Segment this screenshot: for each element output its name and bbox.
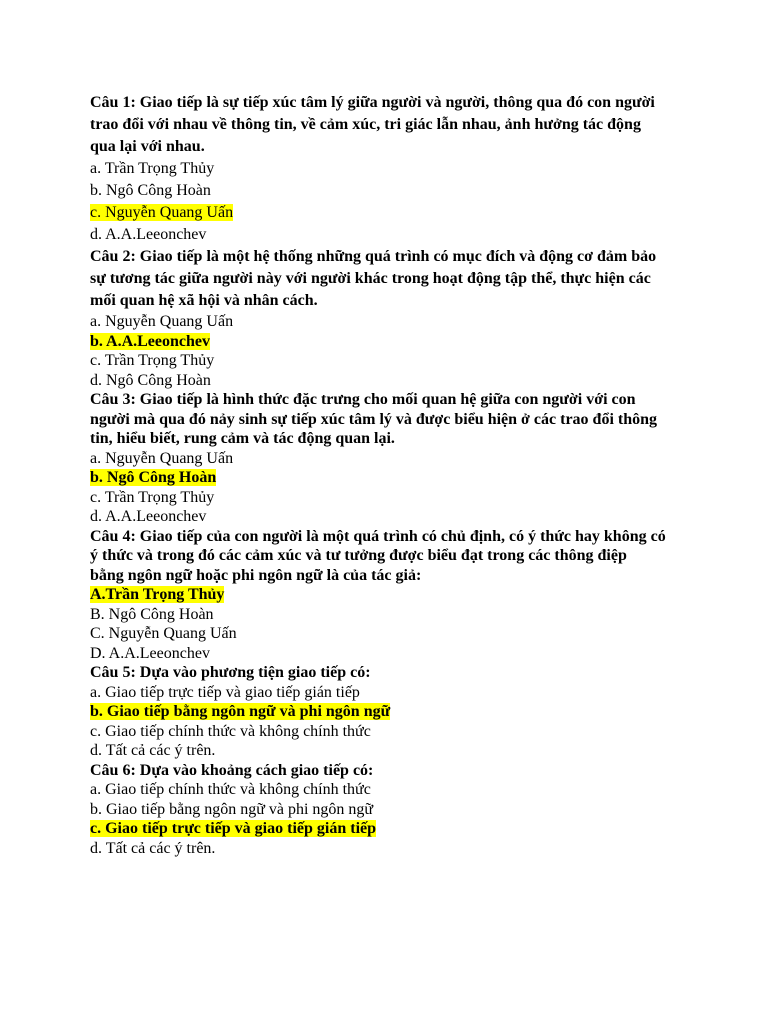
question-block: [90, 663, 690, 761]
question-text-line: Câu 4: Giao tiếp của con người là một quá trình có chủ định, có ý thức hay không có: [90, 527, 666, 545]
answer-option-highlighted: [90, 819, 690, 839]
option-text: D. A.A.Leeonchev: [90, 644, 210, 662]
option-text: a. Nguyễn Quang Uấn: [90, 449, 234, 467]
option-text: a. Trần Trọng Thủy: [90, 160, 215, 177]
answer-option-highlighted: [90, 702, 690, 722]
answer-option-highlighted: [90, 202, 690, 224]
question-text-line: bằng ngôn ngữ hoặc phi ngôn ngữ là của tác giả:: [90, 566, 422, 584]
option-text: c. Giao tiếp trực tiếp và giao tiếp gián tiếp: [90, 820, 377, 837]
answer-option: [90, 371, 690, 391]
question-block: [90, 390, 690, 527]
question-text-line: sự tương tác giữa người này với người khác trong hoạt động tập thể, thực hiện các: [90, 270, 651, 287]
question-text-line: mối quan hệ xã hội và nhân cách.: [90, 292, 318, 309]
answer-option: [90, 722, 690, 742]
answer-option: [90, 644, 690, 664]
answer-option: [90, 312, 690, 332]
option-text: a. Giao tiếp trực tiếp và giao tiếp gián tiếp: [90, 683, 360, 701]
option-text: C. Nguyễn Quang Uấn: [90, 625, 237, 642]
answer-option: [90, 800, 690, 820]
answer-option-highlighted: [90, 468, 690, 488]
answer-option: [90, 158, 690, 180]
answer-option-highlighted: [90, 585, 690, 605]
option-text: c. Trần Trọng Thủy: [90, 488, 215, 506]
answer-option: [90, 351, 690, 371]
question-text-line: người mà qua đó nảy sinh sự tiếp xúc tâm lý và được biểu hiện ở các trao đổi thông: [90, 410, 658, 428]
question-block: [90, 246, 690, 390]
answer-option: [90, 624, 690, 644]
answer-option: [90, 780, 690, 800]
answer-option: [90, 741, 690, 761]
option-text: b. Giao tiếp bằng ngôn ngữ và phi ngôn ngữ: [90, 800, 374, 818]
question-text-line: Câu 6: Dựa vào khoảng cách giao tiếp có:: [90, 761, 374, 779]
option-text: d. Tất cả các ý trên.: [90, 839, 216, 857]
option-text: b. Ngô Công Hoàn: [90, 182, 211, 199]
answer-option: [90, 224, 690, 246]
question-text-line: trao đổi với nhau về thông tin, về cảm xúc, tri giác lẫn nhau, ảnh hưởng tác động: [90, 116, 641, 133]
answer-option: [90, 449, 690, 469]
option-text: d. Tất cả các ý trên.: [90, 742, 216, 759]
option-text: c. Trần Trọng Thủy: [90, 352, 215, 369]
question-block: [90, 527, 690, 664]
question-text-line: ý thức và trong đó các cảm xúc và tư tưởng được biểu đạt trong các thông điệp: [90, 547, 627, 564]
option-text: a. Nguyễn Quang Uấn: [90, 313, 234, 330]
question-text-line: qua lại với nhau.: [90, 138, 205, 155]
answer-option: [90, 683, 690, 703]
option-text: A.Trần Trọng Thủy: [90, 586, 225, 603]
answer-option-highlighted: [90, 332, 690, 352]
option-text: b. Ngô Công Hoàn: [90, 469, 217, 486]
answer-option: [90, 605, 690, 625]
question-block: [90, 761, 690, 859]
option-text: d. Ngô Công Hoàn: [90, 371, 211, 389]
option-text: b. A.A.Leeonchev: [90, 332, 210, 350]
answer-option: [90, 507, 690, 527]
question-text-line: tin, hiểu biết, rung cảm và tác động quan lại.: [90, 430, 395, 447]
answer-option: [90, 180, 690, 202]
option-text: c. Giao tiếp chính thức và không chính thức: [90, 722, 371, 740]
option-text: b. Giao tiếp bằng ngôn ngữ và phi ngôn ngữ: [90, 703, 391, 720]
option-text: d. A.A.Leeonchev: [90, 508, 207, 525]
question-block: [90, 92, 690, 246]
question-text-line: Câu 3: Giao tiếp là hình thức đặc trưng cho mối quan hệ giữa con người với con: [90, 391, 636, 408]
option-text: c. Nguyễn Quang Uấn: [90, 204, 234, 221]
quiz-content: [90, 92, 690, 858]
answer-option: [90, 488, 690, 508]
option-text: B. Ngô Công Hoàn: [90, 605, 214, 623]
question-text-line: Câu 5: Dựa vào phương tiện giao tiếp có:: [90, 664, 371, 681]
option-text: d. A.A.Leeonchev: [90, 226, 207, 243]
question-text-line: Câu 1: Giao tiếp là sự tiếp xúc tâm lý giữa người và người, thông qua đó con người: [90, 94, 655, 111]
question-text-line: Câu 2: Giao tiếp là một hệ thống những quá trình có mục đích và động cơ đảm bảo: [90, 248, 657, 265]
option-text: a. Giao tiếp chính thức và không chính thức: [90, 781, 371, 798]
answer-option: [90, 839, 690, 859]
